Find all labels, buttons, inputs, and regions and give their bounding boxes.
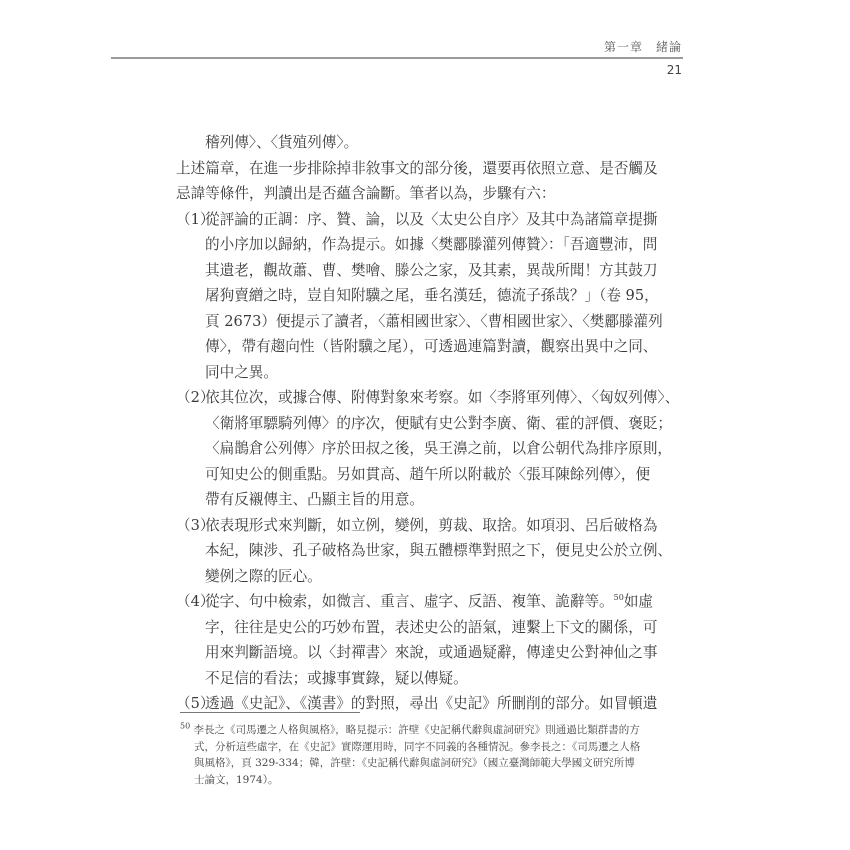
list-item-4 [176,589,686,691]
item-line: 可知史公的側重點。另如貫高、趙午所以附載於〈張耳陳餘列傳〉，便 [205,465,651,483]
item-number: （5） [176,695,215,712]
item-line: 頁 2673）便提示了讀者，〈蕭相國世家〉、〈曹相國世家〉、〈樊酈滕灌列 [205,312,663,330]
item-line: 變例之際的匠心。 [205,567,322,585]
header-rule [111,57,683,59]
list-item-2 [176,385,686,513]
item-number: （3） [176,516,215,534]
item-line: 同中之異。 [205,363,278,381]
paragraph-line: 上述篇章，在進一步排除掉非敘事文的部分後，還要再依照立意、是否觸及 [176,159,658,177]
footnote-line: 李長之《司馬遷之人格與風格》，略見提示：許壁《史記稱代辭與虛詞研究》則通過比類群書的方 [193,724,640,736]
footnote-line: 與風格》，頁 329-334；韓，許壁：《史記稱代辭與虛詞研究》（國立臺灣師範大學國文研究所博 [194,757,635,769]
item-number: （2） [176,389,215,406]
footnote [180,722,690,788]
running-head: 第一章 緒論 [603,40,682,54]
item-line: 透過《史記》、《漢書》的對照，尋出《史記》所刪削的部分。如冒頓遺 [205,695,658,712]
item-line: 傳〉，帶有趨向性（皆附驥之尾），可透過連篇對讀，觀察出異中之同、 [205,338,658,355]
body-text [176,130,686,717]
list-item-1 [176,207,686,386]
list-item-3 [176,513,686,590]
item-line: 〈衛將軍驃騎列傳〉的序次，便賦有史公對李廣、衛、霍的評價、褒貶； [205,414,673,432]
item-line: 如虛 [623,593,654,610]
item-line: 〈扁鵲倉公列傳〉序於田叔之後，吳王濞之前，以倉公朝代為排序原則， [205,440,673,457]
item-line: 用來判斷語境。以〈封禪書〉來說，或通過疑辭，傳達史公對神仙之事 [205,644,658,661]
item-line: 依表現形式來判斷，如立例，變例，剪裁、取捨。如項羽、呂后破格為 [205,516,658,534]
item-line: 從字、句中檢索，如微言、重言、虛字、反語、複筆、詭辭等。 [205,593,614,610]
item-line: 從評論的正調：序、贊、論，以及〈太史公自序〉及其中為諸篇章提撕 [205,210,658,228]
footnote-marker: 50 [180,721,191,731]
item-line: 依其位次，或據合傳、附傳對象來考察。如〈李將軍列傳〉、〈匈奴列傳〉、 [205,389,680,406]
item-line: 其遺老，觀故蕭、曹、樊噲、滕公之家，及其素，異哉所聞！方其鼓刀 [205,261,658,279]
item-line: 不足信的看法；或據事實錄，疑以傳疑。 [205,669,468,687]
item-line: 的小序加以歸納，作為提示。如據〈樊酈滕灌列傳贊〉：「吾適豐沛，問 [205,236,658,253]
page-number: 21 [666,63,682,77]
footnote-rule [180,712,360,713]
item-number: （1） [176,210,215,228]
item-number: （4） [176,593,215,610]
item-line: 帶有反襯傳主、凸顯主旨的用意。 [205,491,424,508]
item-line: 屠狗賣繒之時，豈自知附驥之尾，垂名漢廷，德流子孫哉？」（卷 95， [205,287,659,304]
footnote-line: 士論文，1974）。 [194,773,279,786]
footnote-line: 式，分析這些虛字，在《史記》實際運用時，同字不同義的各種情況。參李長之：《司馬遷之人格 [194,740,641,753]
footnote-ref[interactable]: 50 [613,593,624,603]
paragraph-line: 稽列傳〉、〈貨殖列傳〉。 [205,134,359,151]
item-line: 本紀，陳涉、孔子破格為世家，與五體標準對照之下，便見史公於立例、 [205,542,673,559]
paragraph-line: 忌諱等條件，判讀出是否蘊含論斷。筆者以為，步驟有六： [176,185,556,202]
item-line: 字，往往是史公的巧妙布置，表述史公的語氣，連繫上下文的關係，可 [205,618,658,636]
